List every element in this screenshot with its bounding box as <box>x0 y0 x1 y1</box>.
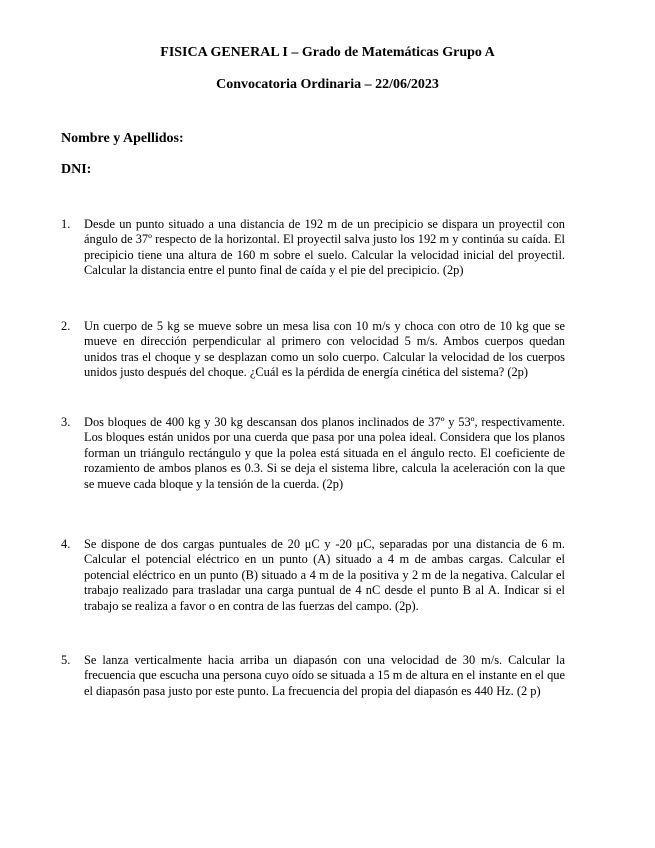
id-field-label: DNI: <box>61 162 92 177</box>
question-number: 5. <box>61 653 71 667</box>
question-item <box>61 319 565 381</box>
question-text: Desde un punto situado a una distancia de 192 m de un precipicio se dispara un proyectil con ángulo de 37º respecto de la horizontal. El proyectil salva justo los 192 m y continúa su caída. El precipicio tiene una altura de 160 m sobre el suelo. Calcular la velocidad inicial del proyectil. Calcular la distancia entre el punto final de caída y el pie del precipicio. (2p) <box>84 217 565 278</box>
question-text: Se dispone de dos cargas puntuales de 20 μC y -20 μC, separadas por una distancia de 6 m. Calcular el potencial eléctrico en un punto (A) situado a 4 m de ambas cargas. Calcular el potencial eléctrico en un punto (B) situado a 4 m de la positiva y 2 m de la negativa. Calcular el trabajo realizado para trasladar una carga puntual de 4 nC desde el punto B al A. Indicar si el trabajo se realiza a favor o en contra de las fuerzas del campo. (2p). <box>84 537 565 613</box>
question-number: 3. <box>61 415 71 429</box>
question-number: 1. <box>61 217 71 231</box>
question-text: Dos bloques de 400 kg y 30 kg descansan dos planos inclinados de 37º y 53º, respectivamente. Los bloques están unidos por una cuerda que pasa por una polea ideal. Considera que los planos forman un triángulo rectángulo y que la polea está situada en el ángulo recto. El coeficiente de rozamiento de ambos planos es 0.3. Si se deja el sistema libre, calcula la aceleración con la que se mueve cada bloque y la tensión de la cuerda. (2p) <box>84 415 565 491</box>
question-number: 4. <box>61 537 71 551</box>
exam-title: FISICA GENERAL I – Grado de Matemáticas Grupo A <box>160 45 495 60</box>
question-number: 2. <box>61 319 71 333</box>
question-item <box>61 415 565 492</box>
question-item <box>61 537 565 614</box>
question-item <box>61 653 565 699</box>
question-item <box>61 217 565 279</box>
exam-session: Convocatoria Ordinaria – 22/06/2023 <box>216 77 439 92</box>
question-text: Se lanza verticalmente hacia arriba un diapasón con una velocidad de 30 m/s. Calcular la frecuencia que escucha una persona cuyo oído se situada a 15 m de altura en el instante en el que el diapasón pasa justo por este punto. La frecuencia del propia del diapasón es 440 Hz. (2 p) <box>84 653 565 698</box>
question-text: Un cuerpo de 5 kg se mueve sobre un mesa lisa con 10 m/s y choca con otro de 10 kg que se mueve en dirección perpendicular al primero con velocidad 5 m/s. Ambos cuerpos quedan unidos tras el choque y se desplazan como un solo cuerpo. Calcular la velocidad de los cuerpos unidos justo después del choque. ¿Cuál es la pérdida de energía cinética del sistema? (2p) <box>84 319 565 380</box>
name-field-label: Nombre y Apellidos: <box>61 131 184 146</box>
